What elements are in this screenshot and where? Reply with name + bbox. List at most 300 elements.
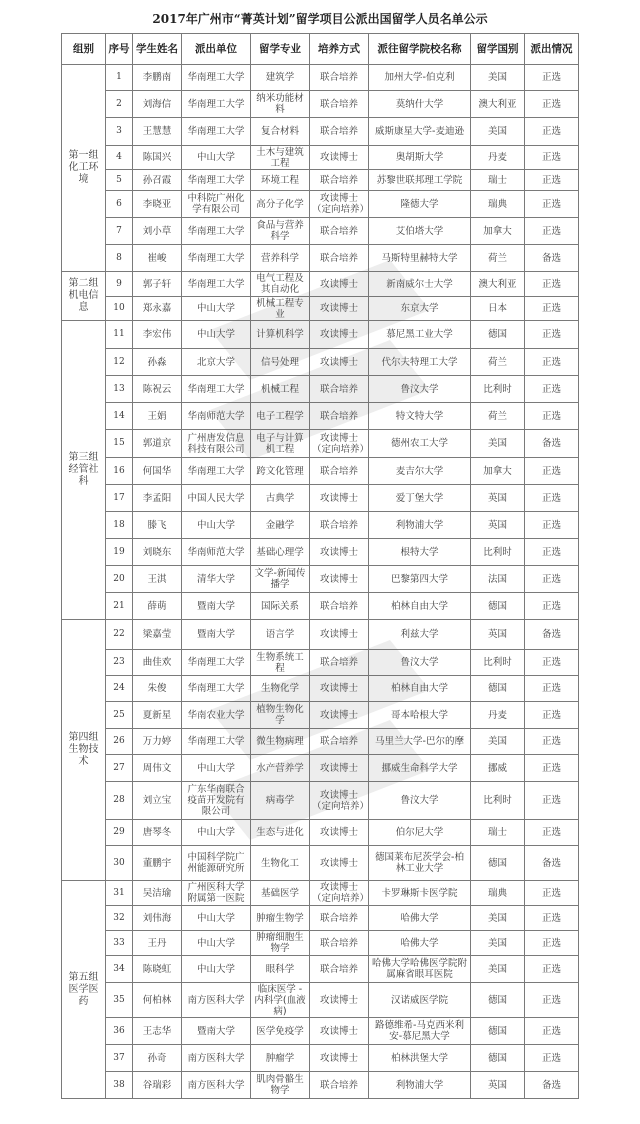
- host-country: 德国: [471, 676, 525, 702]
- row-number: 12: [106, 349, 133, 376]
- major: 计算机科学: [251, 321, 310, 349]
- row-number: 31: [106, 881, 133, 906]
- row-number: 6: [106, 191, 133, 218]
- major: 肿瘤细胞生物学: [251, 931, 310, 956]
- host-school: 柏林洪堡大学: [369, 1045, 471, 1072]
- row-number: 38: [106, 1072, 133, 1099]
- selection-status: 正选: [525, 676, 579, 702]
- training-mode: 攻读博士（定向培养）: [310, 881, 369, 906]
- selection-status: 正选: [525, 403, 579, 430]
- selection-status: 正选: [525, 65, 579, 91]
- row-number: 29: [106, 820, 133, 846]
- training-mode: 攻读博士: [310, 1045, 369, 1072]
- host-country: 瑞典: [471, 191, 525, 218]
- table-row: [62, 1045, 579, 1072]
- table-row: [62, 566, 579, 593]
- host-school: 路德维希-马克西米利安-慕尼黑大学: [369, 1018, 471, 1045]
- group-label: 第三组经管社科: [62, 321, 106, 620]
- roster-table: [61, 33, 579, 1099]
- host-school: 哈佛大学: [369, 906, 471, 931]
- table-row: [62, 881, 579, 906]
- major: 生物化学: [251, 676, 310, 702]
- training-mode: 联合培养: [310, 170, 369, 191]
- selection-status: 正选: [525, 146, 579, 170]
- training-mode: 联合培养: [310, 1072, 369, 1099]
- host-school: 麦吉尔大学: [369, 458, 471, 485]
- major: 微生物病理: [251, 729, 310, 755]
- student-name: 夏新星: [133, 702, 182, 729]
- row-number: 17: [106, 485, 133, 512]
- host-country: 德国: [471, 846, 525, 881]
- group-label: 第五组医学医药: [62, 881, 106, 1099]
- major: 电气工程及其自动化: [251, 272, 310, 297]
- group-label: 第一组化工环境: [62, 65, 106, 272]
- training-mode: 攻读博士（定向培养）: [310, 191, 369, 218]
- major: 环境工程: [251, 170, 310, 191]
- selection-status: 正选: [525, 983, 579, 1018]
- sending-unit: 中山大学: [182, 906, 251, 931]
- document-title: 2017年广州市“菁英计划”留学项目公派出国留学人员名单公示: [152, 12, 488, 26]
- sending-unit: 广州唐发信息科技有限公司: [182, 430, 251, 458]
- major: 文学-新闻传播学: [251, 566, 310, 593]
- row-number: 30: [106, 846, 133, 881]
- training-mode: 联合培养: [310, 218, 369, 245]
- selection-status: 正选: [525, 539, 579, 566]
- major: 电子工程学: [251, 403, 310, 430]
- major: 电子与计算机工程: [251, 430, 310, 458]
- sending-unit: 华南理工大学: [182, 272, 251, 297]
- table-row: [62, 906, 579, 931]
- training-mode: 攻读博士: [310, 272, 369, 297]
- sending-unit: 中国科学院广州能源研究所: [182, 846, 251, 881]
- sending-unit: 南方医科大学: [182, 1045, 251, 1072]
- major: 植物生物化学: [251, 702, 310, 729]
- student-name: 万力婷: [133, 729, 182, 755]
- table-row: [62, 118, 579, 146]
- table-row: [62, 1018, 579, 1045]
- header-major: 留学专业: [251, 34, 310, 65]
- selection-status: 备选: [525, 430, 579, 458]
- header-no: 序号: [106, 34, 133, 65]
- row-number: 3: [106, 118, 133, 146]
- selection-status: 正选: [525, 458, 579, 485]
- student-name: 孙淼: [133, 349, 182, 376]
- student-name: 陈晓虹: [133, 956, 182, 983]
- sending-unit: 中国人民大学: [182, 485, 251, 512]
- row-number: 22: [106, 620, 133, 650]
- training-mode: 联合培养: [310, 376, 369, 403]
- major: 建筑学: [251, 65, 310, 91]
- host-school: 哥本哈根大学: [369, 702, 471, 729]
- host-country: 法国: [471, 566, 525, 593]
- host-country: 瑞典: [471, 881, 525, 906]
- host-country: 瑞士: [471, 820, 525, 846]
- row-number: 32: [106, 906, 133, 931]
- header-school: 派往留学院校名称: [369, 34, 471, 65]
- host-country: 日本: [471, 297, 525, 321]
- row-number: 24: [106, 676, 133, 702]
- sending-unit: 中山大学: [182, 956, 251, 983]
- table-row: [62, 91, 579, 118]
- major: 营养科学: [251, 245, 310, 272]
- row-number: 11: [106, 321, 133, 349]
- major: 肿瘤生物学: [251, 906, 310, 931]
- major: 古典学: [251, 485, 310, 512]
- table-row: [62, 349, 579, 376]
- row-number: 15: [106, 430, 133, 458]
- major: 肿瘤学: [251, 1045, 310, 1072]
- host-school: 爱丁堡大学: [369, 485, 471, 512]
- table-row: [62, 430, 579, 458]
- host-school: 威斯康星大学-麦迪逊: [369, 118, 471, 146]
- student-name: 王淇: [133, 566, 182, 593]
- host-country: 美国: [471, 430, 525, 458]
- student-name: 孙奇: [133, 1045, 182, 1072]
- row-number: 5: [106, 170, 133, 191]
- table-row: [62, 676, 579, 702]
- host-school: 利物浦大学: [369, 512, 471, 539]
- student-name: 王娟: [133, 403, 182, 430]
- host-country: 瑞士: [471, 170, 525, 191]
- selection-status: 正选: [525, 485, 579, 512]
- training-mode: 攻读博士: [310, 146, 369, 170]
- major: 基础医学: [251, 881, 310, 906]
- table-row: [62, 755, 579, 782]
- host-school: 苏黎世联邦理工学院: [369, 170, 471, 191]
- sending-unit: 中山大学: [182, 931, 251, 956]
- table-row: [62, 403, 579, 430]
- sending-unit: 华南理工大学: [182, 118, 251, 146]
- row-number: 19: [106, 539, 133, 566]
- selection-status: 备选: [525, 245, 579, 272]
- host-country: 美国: [471, 931, 525, 956]
- sending-unit: 华南理工大学: [182, 376, 251, 403]
- table-row: [62, 146, 579, 170]
- student-name: 李孟阳: [133, 485, 182, 512]
- table-row: [62, 512, 579, 539]
- selection-status: 正选: [525, 782, 579, 820]
- host-country: 英国: [471, 485, 525, 512]
- selection-status: 正选: [525, 349, 579, 376]
- sending-unit: 广东华南联合疫苗开发院有限公司: [182, 782, 251, 820]
- host-country: 德国: [471, 321, 525, 349]
- host-school: 艾伯塔大学: [369, 218, 471, 245]
- major: 基础心理学: [251, 539, 310, 566]
- selection-status: 正选: [525, 729, 579, 755]
- row-number: 37: [106, 1045, 133, 1072]
- table-row: [62, 245, 579, 272]
- header-group: 组别: [62, 34, 106, 65]
- table-row: [62, 191, 579, 218]
- training-mode: 联合培养: [310, 931, 369, 956]
- training-mode: 攻读博士: [310, 755, 369, 782]
- sending-unit: 华南理工大学: [182, 65, 251, 91]
- sending-unit: 华南理工大学: [182, 91, 251, 118]
- table-header-row: [62, 34, 579, 65]
- student-name: 唐琴冬: [133, 820, 182, 846]
- training-mode: 攻读博士: [310, 702, 369, 729]
- major: 国际关系: [251, 593, 310, 620]
- sending-unit: 中科院广州化学有限公司: [182, 191, 251, 218]
- student-name: 陈祝云: [133, 376, 182, 403]
- selection-status: 正选: [525, 376, 579, 403]
- host-school: 伯尔尼大学: [369, 820, 471, 846]
- table-row: [62, 983, 579, 1018]
- table-row: [62, 458, 579, 485]
- training-mode: 攻读博士: [310, 485, 369, 512]
- sending-unit: 中山大学: [182, 297, 251, 321]
- host-country: 荷兰: [471, 349, 525, 376]
- host-school: 德州农工大学: [369, 430, 471, 458]
- training-mode: 联合培养: [310, 512, 369, 539]
- row-number: 36: [106, 1018, 133, 1045]
- row-number: 20: [106, 566, 133, 593]
- selection-status: 正选: [525, 191, 579, 218]
- table-row: [62, 956, 579, 983]
- host-school: 加州大学-伯克利: [369, 65, 471, 91]
- host-country: 美国: [471, 729, 525, 755]
- student-name: 王慧慧: [133, 118, 182, 146]
- training-mode: 攻读博士: [310, 846, 369, 881]
- host-school: 汉诺威医学院: [369, 983, 471, 1018]
- row-number: 9: [106, 272, 133, 297]
- student-name: 郭道京: [133, 430, 182, 458]
- host-school: 新南威尔士大学: [369, 272, 471, 297]
- row-number: 13: [106, 376, 133, 403]
- table-row: [62, 702, 579, 729]
- host-country: 比利时: [471, 376, 525, 403]
- host-country: 美国: [471, 65, 525, 91]
- host-school: 柏林自由大学: [369, 676, 471, 702]
- training-mode: 攻读博士: [310, 676, 369, 702]
- training-mode: 攻读博士: [310, 820, 369, 846]
- sending-unit: 华南理工大学: [182, 218, 251, 245]
- host-country: 加拿大: [471, 218, 525, 245]
- host-school: 德国莱布尼茨学会-柏林工业大学: [369, 846, 471, 881]
- sending-unit: 暨南大学: [182, 620, 251, 650]
- sending-unit: 暨南大学: [182, 1018, 251, 1045]
- row-number: 18: [106, 512, 133, 539]
- host-school: 鲁汶大学: [369, 376, 471, 403]
- host-school: 卡罗琳斯卡医学院: [369, 881, 471, 906]
- selection-status: 正选: [525, 272, 579, 297]
- training-mode: 联合培养: [310, 650, 369, 676]
- student-name: 何柏林: [133, 983, 182, 1018]
- selection-status: 备选: [525, 620, 579, 650]
- major: 水产营养学: [251, 755, 310, 782]
- student-name: 梁嘉莹: [133, 620, 182, 650]
- training-mode: 攻读博士: [310, 620, 369, 650]
- student-name: 朱俊: [133, 676, 182, 702]
- student-name: 刘海信: [133, 91, 182, 118]
- header-country: 留学国别: [471, 34, 525, 65]
- host-country: 德国: [471, 983, 525, 1018]
- student-name: 董鹏宇: [133, 846, 182, 881]
- table-row: [62, 650, 579, 676]
- table-row: [62, 539, 579, 566]
- table-row: [62, 170, 579, 191]
- training-mode: 攻读博士（定向培养）: [310, 782, 369, 820]
- student-name: 李宏伟: [133, 321, 182, 349]
- host-country: 澳大利亚: [471, 272, 525, 297]
- training-mode: 联合培养: [310, 906, 369, 931]
- table-row: [62, 931, 579, 956]
- sending-unit: 华南理工大学: [182, 650, 251, 676]
- host-country: 澳大利亚: [471, 91, 525, 118]
- sending-unit: 华南理工大学: [182, 676, 251, 702]
- host-school: 莫纳什大学: [369, 91, 471, 118]
- row-number: 14: [106, 403, 133, 430]
- major: 金融学: [251, 512, 310, 539]
- header-name: 学生姓名: [133, 34, 182, 65]
- major: 医学免疫学: [251, 1018, 310, 1045]
- table-row: [62, 1072, 579, 1099]
- row-number: 23: [106, 650, 133, 676]
- major: 跨文化管理: [251, 458, 310, 485]
- training-mode: 攻读博士: [310, 566, 369, 593]
- host-country: 丹麦: [471, 702, 525, 729]
- selection-status: 正选: [525, 956, 579, 983]
- selection-status: 正选: [525, 593, 579, 620]
- host-country: 英国: [471, 512, 525, 539]
- host-country: 比利时: [471, 782, 525, 820]
- host-country: 英国: [471, 620, 525, 650]
- training-mode: 联合培养: [310, 65, 369, 91]
- host-country: 荷兰: [471, 245, 525, 272]
- training-mode: 联合培养: [310, 956, 369, 983]
- sending-unit: 南方医科大学: [182, 1072, 251, 1099]
- student-name: 刘伟海: [133, 906, 182, 931]
- row-number: 26: [106, 729, 133, 755]
- sending-unit: 华南师范大学: [182, 403, 251, 430]
- host-school: 利物浦大学: [369, 1072, 471, 1099]
- table-row: [62, 620, 579, 650]
- sending-unit: 华南理工大学: [182, 458, 251, 485]
- sending-unit: 华南师范大学: [182, 539, 251, 566]
- sending-unit: 北京大学: [182, 349, 251, 376]
- host-school: 奥胡斯大学: [369, 146, 471, 170]
- student-name: 李鹏南: [133, 65, 182, 91]
- host-country: 荷兰: [471, 403, 525, 430]
- student-name: 吴洁瑜: [133, 881, 182, 906]
- student-name: 薛萌: [133, 593, 182, 620]
- student-name: 刘立宝: [133, 782, 182, 820]
- host-country: 英国: [471, 1072, 525, 1099]
- training-mode: 攻读博士（定向培养）: [310, 430, 369, 458]
- training-mode: 攻读博士: [310, 983, 369, 1018]
- host-country: 美国: [471, 906, 525, 931]
- host-school: 特文特大学: [369, 403, 471, 430]
- sending-unit: 中山大学: [182, 512, 251, 539]
- row-number: 4: [106, 146, 133, 170]
- host-country: 加拿大: [471, 458, 525, 485]
- sending-unit: 中山大学: [182, 820, 251, 846]
- major: 肌肉骨骼生物学: [251, 1072, 310, 1099]
- selection-status: 备选: [525, 846, 579, 881]
- training-mode: 攻读博士: [310, 349, 369, 376]
- selection-status: 正选: [525, 512, 579, 539]
- group-label: 第四组 生物技术: [62, 620, 106, 881]
- training-mode: 攻读博士: [310, 321, 369, 349]
- table-row: [62, 485, 579, 512]
- major: 食品与营养科学: [251, 218, 310, 245]
- major: 机械工程: [251, 376, 310, 403]
- row-number: 27: [106, 755, 133, 782]
- sending-unit: 华南理工大学: [182, 245, 251, 272]
- host-school: 鲁汶大学: [369, 782, 471, 820]
- group-label: 第二组机电信息: [62, 272, 106, 321]
- table-row: [62, 321, 579, 349]
- row-number: 8: [106, 245, 133, 272]
- training-mode: 联合培养: [310, 729, 369, 755]
- student-name: 陈国兴: [133, 146, 182, 170]
- selection-status: 备选: [525, 1072, 579, 1099]
- selection-status: 正选: [525, 91, 579, 118]
- major: 临床医学 - 内科学(血液病): [251, 983, 310, 1018]
- selection-status: 正选: [525, 566, 579, 593]
- training-mode: 攻读博士: [310, 539, 369, 566]
- selection-status: 正选: [525, 755, 579, 782]
- table-row: [62, 297, 579, 321]
- student-name: 谷瑞彩: [133, 1072, 182, 1099]
- host-school: 柏林自由大学: [369, 593, 471, 620]
- host-school: 隆德大学: [369, 191, 471, 218]
- table-row: [62, 376, 579, 403]
- host-country: 美国: [471, 118, 525, 146]
- host-country: 挪威: [471, 755, 525, 782]
- host-country: 德国: [471, 1045, 525, 1072]
- host-school: 哈佛大学: [369, 931, 471, 956]
- selection-status: 正选: [525, 702, 579, 729]
- sending-unit: 清华大学: [182, 566, 251, 593]
- sending-unit: 中山大学: [182, 321, 251, 349]
- major: 病毒学: [251, 782, 310, 820]
- training-mode: 联合培养: [310, 91, 369, 118]
- major: 信号处理: [251, 349, 310, 376]
- major: 土木与建筑工程: [251, 146, 310, 170]
- training-mode: 攻读博士: [310, 297, 369, 321]
- sending-unit: 华南理工大学: [182, 729, 251, 755]
- major: 复合材料: [251, 118, 310, 146]
- host-country: 美国: [471, 956, 525, 983]
- host-school: 鲁汶大学: [369, 650, 471, 676]
- host-school: 代尔夫特理工大学: [369, 349, 471, 376]
- student-name: 李晓亚: [133, 191, 182, 218]
- table-row: [62, 65, 579, 91]
- major: 生物化工: [251, 846, 310, 881]
- table-row: [62, 782, 579, 820]
- row-number: 7: [106, 218, 133, 245]
- major: 眼科学: [251, 956, 310, 983]
- host-school: 巴黎第四大学: [369, 566, 471, 593]
- selection-status: 正选: [525, 881, 579, 906]
- host-school: 利兹大学: [369, 620, 471, 650]
- header-mode: 培养方式: [310, 34, 369, 65]
- major: 语言学: [251, 620, 310, 650]
- sending-unit: 暨南大学: [182, 593, 251, 620]
- row-number: 34: [106, 956, 133, 983]
- host-country: 比利时: [471, 650, 525, 676]
- host-country: 德国: [471, 593, 525, 620]
- selection-status: 正选: [525, 820, 579, 846]
- header-status: 派出情况: [525, 34, 579, 65]
- table-row: [62, 846, 579, 881]
- sending-unit: 中山大学: [182, 755, 251, 782]
- header-unit: 派出单位: [182, 34, 251, 65]
- training-mode: 联合培养: [310, 118, 369, 146]
- major: 生物系统工程: [251, 650, 310, 676]
- student-name: 崔峻: [133, 245, 182, 272]
